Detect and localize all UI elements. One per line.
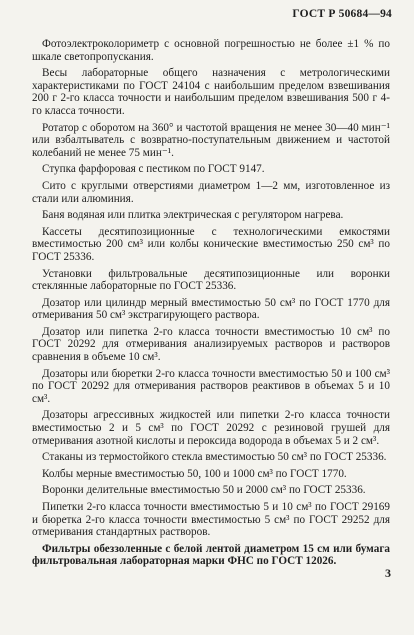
paragraph: Воронки делительные вместимостью 50 и 2000 см³ по ГОСТ 25336. — [42, 484, 366, 497]
page-number: 3 — [385, 566, 391, 580]
paragraph: Дозаторы или бюретки 2-го класса точности вместимостью 50 и 100 см³ по ГОСТ 20292 для отмеривания растворов реактивов в объемах 5 и 10 см³. — [32, 367, 390, 405]
paragraph: Баня водяная или плитка электрическая с регулятором нагрева. — [42, 209, 344, 222]
paragraph: Установки фильтровальные десятипозиционные или воронки стеклянные лабораторные по ГОСТ 25336. — [32, 267, 390, 293]
paragraph: Ротатор с оборотом на 360° и частотой вращения не менее 30—40 мин⁻¹ или взбалтыватель с возвратно-поступательным движением и частотой колебаний не менее 75 мин⁻¹. — [32, 121, 390, 159]
paragraph: Дозатор или пипетка 2-го класса точности вместимостью 10 см³ по ГОСТ 20292 для отмеривания анализируемых растворов и растворов сравнения в объеме 10 см³. — [32, 325, 390, 364]
paragraph: Стаканы из термостойкого стекла вместимостью 50 см³ по ГОСТ 25336. — [42, 451, 387, 464]
paragraph: Пипетки 2-го класса точности вместимостью 5 и 10 см³ по ГОСТ 29169 и бюретка 2-го класса точности вместимостью 5 см³ по ГОСТ 29252 для отмеривания стандартных растворов. — [32, 501, 390, 539]
page-header: ГОСТ Р 50684—94 — [292, 8, 392, 20]
paragraph: Фотоэлектроколориметр с основной погрешностью не более ±1 % по шкале светопропускания. — [32, 38, 390, 63]
paragraph: Дозаторы агрессивных жидкостей или пипетки 2-го класса точности вместимостью 2 и 5 см³ по ГОСТ 20292 с резиновой грушей для отмеривания азотной кислоты и пероксида водорода в объемах 5 и 2 см³. — [32, 409, 390, 447]
paragraph: Дозатор или цилиндр мерный вместимостью 50 см³ по ГОСТ 1770 для отмеривания 50 см³ экстрагирующего раствора. — [32, 296, 390, 322]
paragraph: Колбы мерные вместимостью 50, 100 и 1000 см³ по ГОСТ 1770. — [42, 467, 347, 480]
paragraph: Весы лабораторные общего назначения с метрологическими характеристиками по ГОСТ 24104 с наибольшим пределом взвешивания 200 г 2-го класса точности и наибольшим пределом взвешивания 500 г 4-го класса точности. — [32, 67, 390, 117]
page-content — [32, 38, 390, 572]
paragraph: Сито с круглыми отверстиями диаметром 1—2 мм, изготовленное из стали или алюминия. — [32, 179, 390, 205]
paragraph: Кассеты десятипозиционные с технологическими емкостями вместимостью 200 см³ или колбы конические вместимостью 250 см³ по ГОСТ 25336. — [32, 225, 390, 263]
paragraph: Фильтры обеззоленные с белой лентой диаметром 15 см или бумага фильтровальная лабораторная марки ФНС по ГОСТ 12026. — [32, 542, 390, 568]
paragraph: Ступка фарфоровая с пестиком по ГОСТ 9147. — [42, 163, 265, 176]
